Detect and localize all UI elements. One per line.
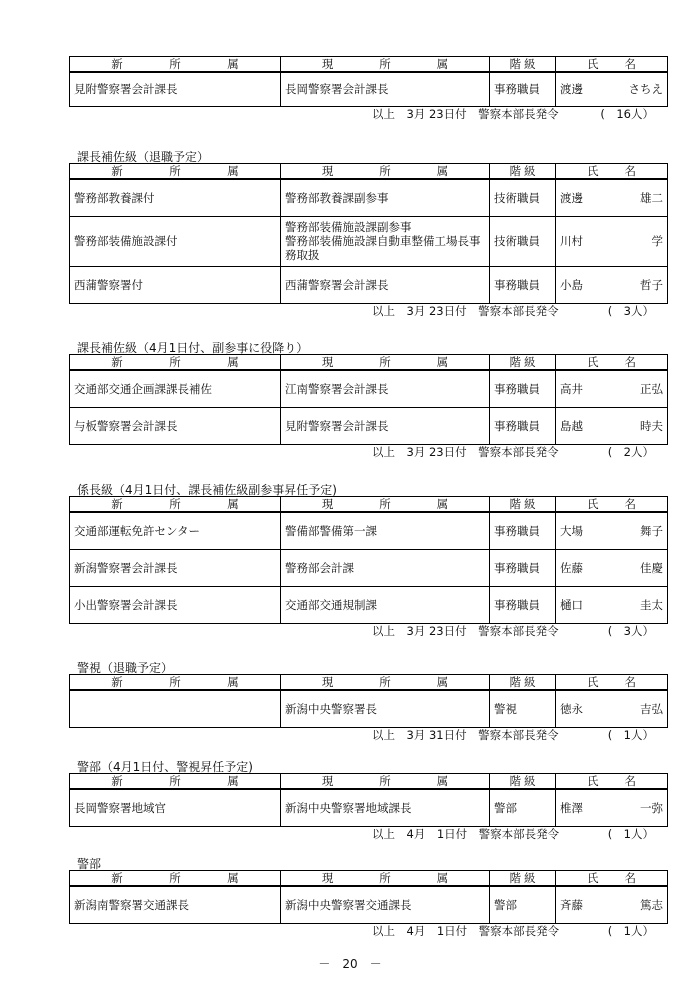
- header-char: 新: [111, 497, 123, 511]
- header-current-post: [281, 355, 490, 371]
- name-cell: [556, 886, 668, 923]
- current-post-line: 長岡警察署会計課長: [285, 82, 389, 97]
- header-char: 属: [227, 497, 239, 511]
- current-post-line: 警務部会計課: [285, 560, 354, 575]
- header-char: 氏: [587, 164, 599, 178]
- given-name: 吉弘: [640, 701, 663, 716]
- section-title: 警部（4月1日付、警視昇任予定): [77, 760, 253, 774]
- name-cell: [556, 690, 668, 727]
- header-current-post-label: [281, 871, 489, 885]
- issuance-text: 以上 3月 23日付 警察本部長発令: [372, 304, 559, 318]
- header-current-post: [281, 57, 490, 73]
- section-title: 課長補佐級（4月1日付、副参事に役降り）: [77, 341, 309, 355]
- current-post-line: 江南警察署会計課長: [285, 381, 389, 396]
- header-char: 名: [624, 355, 636, 369]
- table-row: [70, 549, 668, 586]
- family-name: 渡邊: [560, 82, 583, 97]
- new-post-cell: 見附警察署会計課長: [70, 72, 281, 106]
- header-name-label: [556, 497, 667, 511]
- table-row: [70, 886, 668, 923]
- header-new-post-label: [70, 164, 280, 178]
- table-header: [70, 164, 668, 180]
- header-row: [70, 871, 668, 887]
- new-post-cell: 西蒲警察署付: [70, 266, 281, 303]
- family-name: 大場: [560, 523, 583, 538]
- header-row: [70, 164, 668, 180]
- header-name: [556, 355, 668, 371]
- person-count: ( 3人）: [607, 304, 654, 318]
- header-char: 属: [436, 871, 449, 885]
- current-post-line: 警務部教養課副参事: [285, 190, 389, 205]
- header-new-post: [70, 675, 281, 691]
- header-current-post: [281, 675, 490, 691]
- name-wrap: [560, 801, 663, 815]
- header-name-label: [556, 164, 667, 178]
- header-new-post-label: [70, 774, 280, 788]
- person-count: ( 1人）: [607, 924, 654, 938]
- header-char: 所: [379, 164, 391, 178]
- person-count: ( 2人）: [607, 445, 654, 459]
- header-char: 級: [524, 497, 536, 511]
- new-post-cell: 長岡警察署地域官: [70, 789, 281, 826]
- header-new-post: [70, 164, 281, 180]
- name-wrap: [560, 234, 663, 248]
- rank-cell: 警部: [490, 886, 556, 923]
- header-current-post-label: [281, 497, 489, 511]
- table-body: [70, 886, 668, 923]
- header-row: [70, 774, 668, 790]
- header-char: 級: [524, 774, 536, 788]
- header-rank: [490, 774, 556, 790]
- issuance-footer: [372, 107, 660, 121]
- current-post-cell: [281, 266, 490, 303]
- new-post-cell: 与板警察署会計課長: [70, 407, 281, 444]
- header-row: [70, 57, 668, 73]
- personnel-table: [69, 870, 668, 924]
- header-rank-label: [490, 871, 555, 885]
- given-name: 篤志: [640, 897, 663, 912]
- family-name: 佐藤: [560, 560, 583, 575]
- header-char: 階: [509, 871, 521, 885]
- family-name: 渡邊: [560, 190, 583, 205]
- header-char: 階: [509, 774, 521, 788]
- page-number: － 20 －: [318, 957, 382, 971]
- name-wrap: [560, 191, 663, 205]
- name-cell: [556, 586, 668, 623]
- name-wrap: [560, 278, 663, 292]
- header-char: 氏: [587, 774, 599, 788]
- current-post-line: 新潟中央警察署地域課長: [285, 800, 412, 815]
- header-char: 名: [624, 675, 636, 689]
- header-rank-label: [490, 164, 555, 178]
- rank-cell: 技術職員: [490, 216, 556, 266]
- issuance-text: 以上 3月 23日付 警察本部長発令: [372, 445, 559, 459]
- table-body: [70, 370, 668, 444]
- header-char: 所: [169, 497, 181, 511]
- header-char: 現: [321, 871, 334, 885]
- header-current-post: [281, 871, 490, 887]
- header-char: 階: [509, 497, 521, 511]
- name-wrap: [560, 898, 663, 912]
- header-char: 所: [169, 774, 181, 788]
- given-name: 舞子: [640, 523, 663, 538]
- issuance-text: 以上 4月 1日付 警察本部長発令: [372, 827, 560, 841]
- given-name: 佳慶: [640, 560, 663, 575]
- personnel-table: [69, 496, 668, 624]
- current-post-cell: [281, 179, 490, 216]
- header-current-post-label: [281, 355, 489, 369]
- table-header: [70, 355, 668, 371]
- name-cell: [556, 370, 668, 407]
- personnel-table: [69, 56, 668, 107]
- current-post-cell: [281, 789, 490, 826]
- name-cell: [556, 266, 668, 303]
- header-char: 所: [379, 675, 391, 689]
- header-char: 属: [227, 57, 239, 71]
- name-wrap: [560, 82, 663, 96]
- new-post-cell: 交通部運転免許センター: [70, 512, 281, 549]
- name-wrap: [560, 702, 663, 716]
- header-rank: [490, 57, 556, 73]
- current-post-line: 交通部交通規制課: [285, 597, 377, 612]
- header-current-post-label: [281, 57, 489, 71]
- table-row: [70, 586, 668, 623]
- rank-cell: 事務職員: [490, 266, 556, 303]
- header-name-label: [556, 774, 667, 788]
- given-name: 学: [651, 234, 663, 248]
- given-name: 時夫: [640, 418, 663, 433]
- table-header: [70, 57, 668, 73]
- rank-cell: 事務職員: [490, 370, 556, 407]
- current-post-cell: [281, 370, 490, 407]
- issuance-footer: [372, 624, 660, 638]
- name-cell: [556, 179, 668, 216]
- personnel-table: [69, 674, 668, 728]
- header-char: 名: [624, 57, 636, 71]
- current-post-line: 西蒲警察署会計課長: [285, 277, 389, 292]
- table-row: [70, 72, 668, 106]
- current-post-line: 新潟中央警察署長: [285, 701, 377, 716]
- header-char: 名: [624, 774, 636, 788]
- header-name-label: [556, 57, 667, 71]
- header-rank: [490, 497, 556, 513]
- header-char: 氏: [587, 497, 599, 511]
- header-char: 所: [379, 497, 391, 511]
- table-header: [70, 774, 668, 790]
- header-char: 氏: [587, 871, 599, 885]
- personnel-table: [69, 773, 668, 827]
- header-char: 新: [111, 164, 123, 178]
- table-body: [70, 690, 668, 727]
- table-row: [70, 512, 668, 549]
- name-cell: [556, 72, 668, 106]
- table-header: [70, 497, 668, 513]
- header-char: 属: [436, 164, 449, 178]
- issuance-footer: [372, 304, 660, 318]
- current-post-line: 警務部装備施設課自動車整備工場長事務取扱: [285, 234, 481, 262]
- header-new-post: [70, 57, 281, 73]
- current-post-cell: [281, 216, 490, 266]
- current-post-line: 警務部装備施設課副参事: [285, 220, 412, 234]
- header-rank-label: [490, 57, 555, 71]
- issuance-footer: [372, 445, 660, 459]
- header-new-post: [70, 355, 281, 371]
- header-name: [556, 774, 668, 790]
- person-count: ( 1人）: [607, 827, 654, 841]
- table-row: [70, 266, 668, 303]
- header-name-label: [556, 675, 667, 689]
- header-char: 属: [227, 675, 239, 689]
- header-char: 属: [227, 871, 239, 885]
- header-char: 所: [379, 774, 391, 788]
- header-char: 属: [436, 774, 449, 788]
- current-post-line: 見附警察署会計課長: [285, 418, 389, 433]
- person-count: ( 16人）: [600, 107, 654, 121]
- header-rank-label: [490, 774, 555, 788]
- section-title: 警部: [77, 857, 102, 871]
- rank-cell: 警視: [490, 690, 556, 727]
- issuance-text: 以上 4月 1日付 警察本部長発令: [372, 924, 560, 938]
- header-char: 名: [624, 871, 636, 885]
- header-char: 級: [524, 355, 536, 369]
- family-name: 斉藤: [560, 897, 583, 912]
- name-wrap: [560, 561, 663, 575]
- table-header: [70, 871, 668, 887]
- name-cell: [556, 512, 668, 549]
- header-char: 新: [111, 675, 123, 689]
- header-rank-label: [490, 497, 555, 511]
- header-current-post: [281, 497, 490, 513]
- given-name: 哲子: [640, 277, 663, 292]
- family-name: 川村: [560, 234, 583, 248]
- issuance-text: 以上 3月 23日付 警察本部長発令: [372, 107, 559, 121]
- current-post-cell: [281, 586, 490, 623]
- family-name: 島越: [560, 418, 583, 433]
- header-new-post-label: [70, 497, 280, 511]
- header-char: 現: [321, 774, 334, 788]
- header-name: [556, 871, 668, 887]
- new-post-cell: [70, 690, 281, 727]
- header-char: 氏: [587, 57, 599, 71]
- current-post-cell: [281, 549, 490, 586]
- issuance-text: 以上 3月 31日付 警察本部長発令: [372, 728, 559, 742]
- person-count: ( 1人）: [607, 728, 654, 742]
- header-row: [70, 355, 668, 371]
- header-char: 新: [111, 355, 123, 369]
- current-post-cell: [281, 512, 490, 549]
- section-title: 課長補佐級（退職予定）: [77, 150, 210, 164]
- current-post-cell: [281, 407, 490, 444]
- name-wrap: [560, 524, 663, 538]
- rank-cell: 事務職員: [490, 586, 556, 623]
- table-body: [70, 179, 668, 303]
- header-char: 階: [509, 355, 521, 369]
- family-name: 樋口: [560, 597, 583, 612]
- header-char: 現: [321, 355, 334, 369]
- rank-cell: 事務職員: [490, 72, 556, 106]
- header-char: 階: [509, 164, 521, 178]
- header-row: [70, 675, 668, 691]
- header-char: 級: [524, 57, 536, 71]
- header-char: 属: [436, 355, 449, 369]
- header-char: 属: [227, 355, 239, 369]
- table-body: [70, 72, 668, 106]
- given-name: さちえ: [628, 82, 663, 97]
- name-wrap: [560, 419, 663, 433]
- issuance-text: 以上 3月 23日付 警察本部長発令: [372, 624, 559, 638]
- header-char: 現: [321, 675, 334, 689]
- rank-cell: 事務職員: [490, 407, 556, 444]
- header-current-post: [281, 774, 490, 790]
- new-post-cell: 警務部装備施設課付: [70, 216, 281, 266]
- table-body: [70, 789, 668, 826]
- rank-cell: 事務職員: [490, 512, 556, 549]
- header-char: 現: [321, 57, 334, 71]
- header-new-post: [70, 871, 281, 887]
- header-char: 属: [436, 57, 449, 71]
- header-row: [70, 497, 668, 513]
- given-name: 一弥: [640, 800, 663, 815]
- header-rank: [490, 675, 556, 691]
- section-title: 警視（退職予定）: [77, 661, 174, 675]
- header-char: 所: [169, 355, 181, 369]
- new-post-cell: 新潟警察署会計課長: [70, 549, 281, 586]
- header-name: [556, 57, 668, 73]
- new-post-cell: 小出警察署会計課長: [70, 586, 281, 623]
- header-name: [556, 497, 668, 513]
- header-char: 所: [379, 57, 391, 71]
- issuance-footer: [372, 728, 660, 742]
- header-char: 属: [227, 774, 239, 788]
- name-cell: [556, 789, 668, 826]
- current-post-line: 警備部警備第一課: [285, 523, 377, 538]
- header-char: 属: [227, 164, 239, 178]
- header-new-post: [70, 774, 281, 790]
- issuance-footer: [372, 827, 660, 841]
- table-row: [70, 690, 668, 727]
- header-char: 現: [321, 164, 334, 178]
- current-post-cell: [281, 690, 490, 727]
- rank-cell: 技術職員: [490, 179, 556, 216]
- family-name: 徳永: [560, 701, 583, 716]
- header-new-post: [70, 497, 281, 513]
- name-wrap: [560, 382, 663, 396]
- new-post-cell: 交通部交通企画課課長補佐: [70, 370, 281, 407]
- header-current-post: [281, 164, 490, 180]
- header-rank: [490, 871, 556, 887]
- person-count: ( 3人）: [607, 624, 654, 638]
- header-char: 所: [379, 871, 391, 885]
- header-char: 所: [169, 57, 181, 71]
- current-post-cell: [281, 72, 490, 106]
- header-new-post-label: [70, 57, 280, 71]
- table-header: [70, 675, 668, 691]
- new-post-cell: 新潟南警察署交通課長: [70, 886, 281, 923]
- header-char: 名: [624, 497, 636, 511]
- header-char: 属: [436, 497, 449, 511]
- personnel-table: [69, 354, 668, 445]
- name-cell: [556, 216, 668, 266]
- current-post-line: 新潟中央警察署交通課長: [285, 897, 412, 912]
- table-row: [70, 216, 668, 266]
- family-name: 小島: [560, 277, 583, 292]
- header-new-post-label: [70, 871, 280, 885]
- name-cell: [556, 549, 668, 586]
- header-char: 新: [111, 871, 123, 885]
- family-name: 椎澤: [560, 800, 583, 815]
- header-char: 氏: [587, 355, 599, 369]
- header-char: 新: [111, 57, 123, 71]
- header-char: 級: [524, 675, 536, 689]
- given-name: 圭太: [640, 597, 663, 612]
- header-char: 所: [169, 164, 181, 178]
- header-rank: [490, 164, 556, 180]
- header-current-post-label: [281, 675, 489, 689]
- given-name: 正弘: [640, 381, 663, 396]
- current-post-cell: [281, 886, 490, 923]
- header-name-label: [556, 871, 667, 885]
- header-name-label: [556, 355, 667, 369]
- table-row: [70, 789, 668, 826]
- name-wrap: [560, 598, 663, 612]
- header-name: [556, 164, 668, 180]
- table-row: [70, 407, 668, 444]
- new-post-cell: 警務部教養課付: [70, 179, 281, 216]
- header-rank-label: [490, 675, 555, 689]
- header-new-post-label: [70, 675, 280, 689]
- rank-cell: 警部: [490, 789, 556, 826]
- header-char: 級: [524, 164, 536, 178]
- header-char: 現: [321, 497, 334, 511]
- header-current-post-label: [281, 774, 489, 788]
- personnel-table: [69, 163, 668, 304]
- header-char: 級: [524, 871, 536, 885]
- table-body: [70, 512, 668, 623]
- header-char: 所: [169, 675, 181, 689]
- header-char: 階: [509, 675, 521, 689]
- header-char: 名: [624, 164, 636, 178]
- header-char: 属: [436, 675, 449, 689]
- header-rank-label: [490, 355, 555, 369]
- family-name: 高井: [560, 381, 583, 396]
- header-char: 氏: [587, 675, 599, 689]
- header-char: 新: [111, 774, 123, 788]
- header-new-post-label: [70, 355, 280, 369]
- header-current-post-label: [281, 164, 489, 178]
- table-row: [70, 179, 668, 216]
- header-char: 階: [509, 57, 521, 71]
- header-name: [556, 675, 668, 691]
- issuance-footer: [372, 924, 660, 938]
- table-row: [70, 370, 668, 407]
- rank-cell: 事務職員: [490, 549, 556, 586]
- header-char: 所: [169, 871, 181, 885]
- header-char: 所: [379, 355, 391, 369]
- header-rank: [490, 355, 556, 371]
- name-cell: [556, 407, 668, 444]
- section-title: 係長級（4月1日付、課長補佐級副参事昇任予定): [77, 483, 337, 497]
- given-name: 雄二: [640, 190, 663, 205]
